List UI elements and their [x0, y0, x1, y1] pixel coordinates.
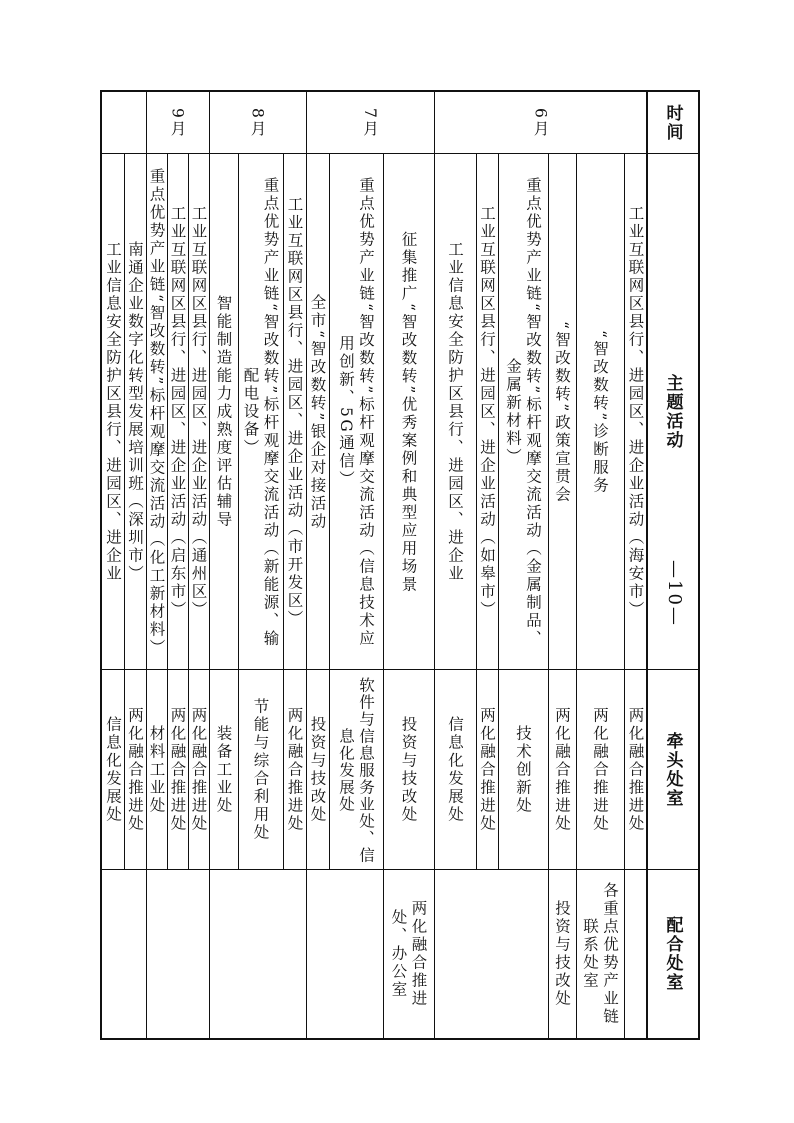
- grid-line: [102, 153, 698, 154]
- month-september: 9月: [168, 107, 187, 139]
- lead-cell: 信息化发展处: [104, 716, 122, 824]
- header-coop: 配合处室: [662, 916, 683, 992]
- activity-cell: 重点优势产业链“智改数转”标杆观摩交流活动（化工新材料）: [147, 167, 166, 657]
- grid-line: [498, 154, 499, 870]
- lead-cell: 节能与综合利用处: [251, 698, 270, 842]
- lead-cell: 两化融合推进处: [126, 707, 144, 833]
- month-july: 7月: [361, 107, 379, 139]
- grid-line: [167, 154, 168, 870]
- activity-cell: 工业互联网区县行、进园区、进企业活动（海安市）: [626, 205, 645, 619]
- coop-cell: 各重点优势产业链联系处室: [581, 882, 619, 1026]
- activity-cell: 南通企业数字化转型发展培训班（深圳市）: [126, 241, 144, 583]
- lead-cell: 装备工业处: [214, 725, 233, 815]
- grid-line: [306, 92, 307, 1038]
- grid-line: [624, 154, 625, 1038]
- page-number: —10—: [664, 560, 685, 627]
- grid-line: [329, 154, 330, 870]
- lead-cell: 两化融合推进处: [189, 707, 208, 833]
- activity-cell: “智改数转”政策宣贯会: [553, 320, 571, 504]
- header-activity: 主题活动: [662, 374, 683, 450]
- grid-line: [646, 92, 648, 1038]
- grid-line: [102, 669, 698, 670]
- lead-cell: 技术创新处: [514, 725, 532, 815]
- activity-cell: 工业互联网区县行、进园区、进企业活动（如皋市）: [478, 205, 496, 619]
- activity-cell: 工业信息安全防护区县行、进园区、进企业: [446, 241, 464, 583]
- grid-line: [434, 92, 435, 1038]
- activity-cell: “智改数转”诊断服务: [591, 329, 609, 495]
- lead-cell: 两化融合推进处: [478, 707, 496, 833]
- grid-line: [124, 154, 125, 870]
- activity-cell: 智能制造能力成熟度评估辅导: [214, 295, 233, 529]
- grid-line: [102, 869, 698, 870]
- lead-cell: 投资与技改处: [399, 716, 418, 824]
- grid-line: [188, 154, 189, 870]
- activity-cell: 工业信息安全防护区县行、进园区、进企业: [104, 241, 122, 583]
- activity-cell: 工业互联网区县行、进园区、进企业活动（市开发区）: [285, 196, 304, 628]
- lead-cell: 软件与信息服务业处、信息化发展处: [337, 676, 375, 864]
- activity-cell: 工业互联网区县行、进园区、进企业活动（启东市）: [168, 205, 187, 619]
- grid-line: [548, 154, 549, 1038]
- month-june: 6月: [531, 107, 550, 139]
- lead-cell: 信息化发展处: [446, 716, 464, 824]
- header-lead: 牵头处室: [662, 732, 683, 808]
- lead-cell: 材料工业处: [147, 725, 166, 815]
- lead-cell: 两化融合推进处: [553, 707, 571, 833]
- lead-cell: 两化融合推进处: [285, 707, 304, 833]
- grid-line: [383, 154, 384, 1038]
- activity-cell: 重点优势产业链“智改数转”标杆观摩交流活动（金属制品、金属新材料）: [504, 176, 542, 648]
- lead-cell: 两化融合推进处: [168, 707, 187, 833]
- grid-line: [238, 154, 239, 870]
- lead-cell: 两化融合推进处: [591, 707, 609, 833]
- activity-cell: 重点优势产业链“智改数转”标杆观摩交流活动（信息技术应用创新、5G通信）: [337, 176, 375, 648]
- activity-cell: 全市“智改数转”银企对接活动: [308, 293, 327, 531]
- activity-cell: 重点优势产业链“智改数转”标杆观摩交流活动（新能源、输配电设备）: [241, 176, 280, 648]
- month-august: 8月: [248, 107, 267, 139]
- activity-schedule-table: [100, 90, 700, 1040]
- grid-line: [476, 154, 477, 870]
- lead-cell: 投资与技改处: [308, 716, 327, 824]
- grid-line: [283, 154, 284, 870]
- header-time: 时间: [662, 104, 683, 142]
- coop-cell: 两化融合推进处、办公室: [389, 900, 428, 1008]
- coop-cell: 投资与技改处: [553, 900, 571, 1008]
- grid-line: [576, 154, 577, 1038]
- grid-line: [209, 92, 210, 1038]
- lead-cell: 两化融合推进处: [626, 707, 645, 833]
- activity-cell: 征集推广“智改数转”优秀案例和典型应用场景: [399, 230, 418, 594]
- activity-cell: 工业互联网区县行、进园区、进企业活动（通州区）: [189, 205, 208, 619]
- grid-line: [146, 92, 147, 1038]
